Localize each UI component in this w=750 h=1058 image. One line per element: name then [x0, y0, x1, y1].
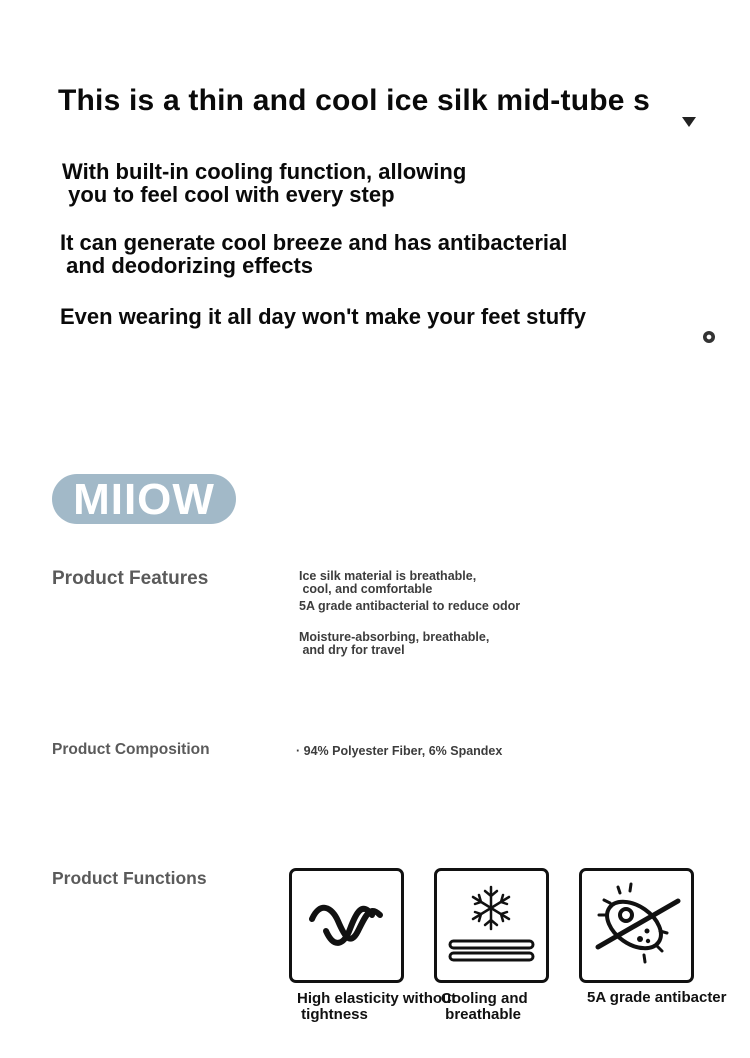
function-caption-antibacterial: 5A grade antibacter	[587, 989, 727, 1006]
product-features-label: Product Features	[52, 568, 209, 589]
benefit-not-stuffy: Even wearing it all day won't make your feet stuffy	[60, 304, 587, 329]
benefit-antibacterial: It can generate cool breeze and has antibacterial and deodorizing effects	[60, 230, 568, 278]
composition-value: · 94% Polyester Fiber, 6% Spandex	[296, 744, 503, 758]
feature-item: Moisture-absorbing, breathable, and dry for travel	[299, 630, 490, 657]
benefit-cooling: With built-in cooling function, allowing you to feel cool with every step	[62, 159, 467, 207]
elastic-wave-icon	[292, 871, 401, 980]
product-functions-label: Product Functions	[52, 868, 207, 888]
function-card-antibacterial	[579, 868, 694, 983]
function-caption-elasticity: High elasticity without tightness	[297, 990, 457, 1023]
feature-item: 5A grade antibacterial to reduce odor	[299, 599, 521, 613]
decorative-mark	[682, 117, 696, 127]
function-card-elasticity	[289, 868, 404, 983]
snowflake-layers-icon	[437, 871, 546, 980]
decorative-mark	[703, 331, 715, 343]
headline: This is a thin and cool ice silk mid-tube s	[58, 84, 651, 117]
feature-item: Ice silk material is breathable, cool, and comfortable	[299, 569, 477, 596]
function-caption-cooling: Cooling and breathable	[441, 990, 528, 1023]
brand-logo: MIIOW	[52, 474, 236, 524]
function-card-cooling	[434, 868, 549, 983]
product-composition-label: Product Composition	[52, 741, 210, 758]
no-bacteria-icon	[582, 871, 691, 980]
